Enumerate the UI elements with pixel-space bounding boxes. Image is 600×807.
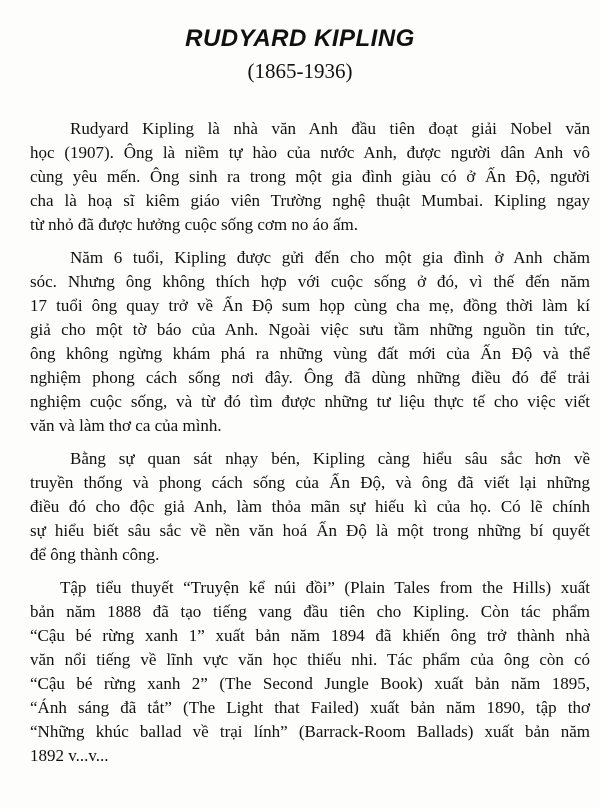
text-line: từ nhỏ đã được hưởng cuộc sống cơm no áo ấm. (30, 215, 358, 234)
text-line: sự hiểu biết sâu sắc về nền văn hoá Ấn Độ là một trong những bí quyết (30, 521, 590, 540)
text-line: để ông thành công. (30, 545, 160, 564)
text-line: cha là hoạ sĩ kiêm giáo viên Trường nghệ thuật Mumbai. Kipling ngay (30, 191, 590, 210)
page-title: RUDYARD KIPLING (185, 25, 415, 52)
paragraph (30, 117, 590, 237)
text-line: giả cho một tờ báo của Anh. Ngoài việc sưu tầm những nguồn tin tức, (30, 320, 590, 339)
paragraph (30, 447, 590, 567)
text-line: “Những khúc ballad về trại lính” (Barrack-Room Ballads) xuất bản năm (30, 722, 590, 741)
text-line: bản năm 1888 đã tạo tiếng vang đầu tiên cho Kipling. Còn tác phẩm (30, 602, 590, 621)
text-line: điều đó cho độc giả Anh, làm thỏa mãn sự hiếu kì của họ. Có lẽ chính (30, 497, 590, 516)
text-line: học (1907). Ông là niềm tự hào của nước Anh, được người dân Anh vô (30, 143, 590, 162)
text-line: Năm 6 tuổi, Kipling được gửi đến cho một gia đình ở Anh chăm (70, 248, 590, 267)
paragraph (30, 576, 590, 768)
text-line: truyền thống và phong cách sống của Ấn Độ, và ông đã viết lại những (30, 473, 590, 492)
text-line: nghiệm cuộc sống, và từ đó tìm được những tư liệu thực tế cho việc viết (30, 392, 590, 411)
text-line: cùng yêu mến. Ông sinh ra trong một gia đình giàu có ở Ấn Độ, người (30, 167, 590, 186)
text-line: “Cậu bé rừng xanh 1” xuất bản năm 1894 đã khiến ông trở thành nhà (30, 626, 590, 645)
text-line: ông không ngừng khám phá ra những vùng đất mới của Ấn Độ và thể (30, 344, 590, 363)
text-line: Bằng sự quan sát nhạy bén, Kipling càng hiểu sâu sắc hơn về (70, 449, 590, 468)
text-line: 17 tuổi ông quay trở về Ấn Độ sum họp cùng cha mẹ, đồng thời làm kí (30, 296, 590, 315)
text-line: sóc. Nhưng ông không thích hợp với cuộc sống ở đó, vì thế đến năm (30, 272, 590, 291)
text-line: Tập tiểu thuyết “Truyện kể núi đồi” (Plain Tales from the Hills) xuất (60, 578, 590, 597)
text-line: “Cậu bé rừng xanh 2” (The Second Jungle Book) xuất bản năm 1895, (30, 674, 590, 693)
text-line: Rudyard Kipling là nhà văn Anh đầu tiên đoạt giải Nobel văn (70, 119, 590, 138)
text-line: nghiệm phong cách sống nơi đây. Ông đã dùng những điều đó để trải (30, 368, 590, 387)
paragraph (30, 246, 590, 438)
article-body (30, 117, 590, 777)
text-line: văn và làm thơ ca của mình. (30, 416, 222, 435)
text-line: 1892 v...v... (30, 746, 109, 765)
text-line: “Ánh sáng đã tắt” (The Light that Failed) xuất bản năm 1890, tập thơ (30, 698, 590, 717)
text-line: văn nổi tiếng về lĩnh vực văn học thiếu nhi. Tác phẩm của ông còn có (30, 650, 590, 669)
life-years: (1865-1936) (247, 59, 353, 83)
